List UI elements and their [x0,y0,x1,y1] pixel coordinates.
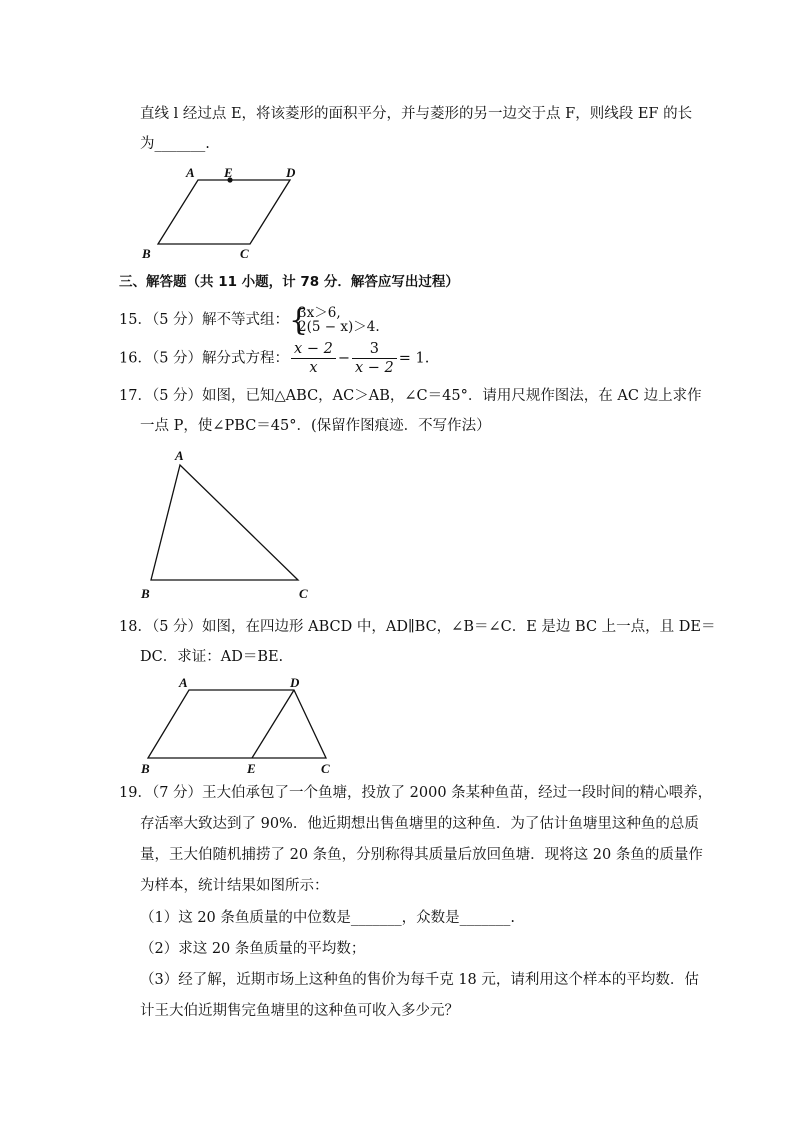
q15-prefix: 15．（5 分）解不等式组： [119,312,290,328]
q18-text-line2: DC．求证：AD＝BE. [140,649,284,665]
label-C: C [321,761,330,776]
inequality-2: 2(5 − x)＞4. [298,319,380,335]
label-D: D [290,675,300,690]
inequality-system: { 3x＞6, 2(5 − x)＞4. [289,303,380,338]
label-B: B [141,761,150,776]
fraction-2-numerator: 3 [352,340,397,359]
fraction-2 [352,340,397,377]
q16-prefix: 16．（5 分）解分式方程： [119,350,290,367]
label-B: B [142,246,151,261]
label-E: E [247,761,256,776]
q19-sub1: （1）这 20 条鱼质量的中位数是_______，众数是_______. [140,910,516,926]
q19-text-line3: 量，王大伯随机捕捞了 20 条鱼，分别称得其质量后放回鱼塘．现将这 20 条鱼的质量作 [140,847,703,863]
q19-text-line2: 存活率大致达到了 90%．他近期想出售鱼塘里的这种鱼．为了估计鱼塘里这种鱼的总质 [140,816,699,832]
q19-text-line4: 为样本，统计结果如图所示： [140,878,329,894]
q14-text-line1: 直线 l 经过点 E，将该菱形的面积平分，并与菱形的另一边交于点 F，则线段 EF 的长 [140,106,693,122]
q19-sub2: （2）求这 20 条鱼质量的平均数； [140,941,366,957]
label-E: E [224,165,233,180]
minus-sign: − [337,350,350,367]
equation-rhs: = 1. [398,350,430,367]
label-C: C [299,586,308,601]
label-B: B [141,586,150,601]
triangle-figure [135,445,320,605]
q15 [119,303,380,338]
inequality-1: 3x＞6, [298,305,341,321]
q18-text-line1: 18．（5 分）如图，在四边形 ABCD 中，AD∥BC，∠B＝∠C．E 是边 BC 上一点，且 DE＝ [119,619,716,635]
q16 [119,340,429,380]
label-A: A [179,675,188,690]
fraction-2-denominator: x − 2 [354,360,394,376]
section-heading: 三、解答题（共 11 小题，计 78 分．解答应写出过程） [119,274,459,290]
q17-text-line2: 一点 P，使∠PBC＝45°．(保留作图痕迹．不写作法） [140,418,491,434]
trapezoid-figure [135,672,345,780]
q14-text-line2: 为_______. [140,136,210,152]
q19-sub3-line2: 计王大伯近期售完鱼塘里的这种鱼可收入多少元？ [140,1003,459,1019]
rhombus-figure [130,160,320,265]
fraction-1-numerator: x − 2 [291,340,336,359]
fraction-1-denominator: x [309,360,318,376]
fraction-1 [291,340,336,377]
label-D: D [286,165,296,180]
q17-text-line1: 17．（5 分）如图，已知△ABC，AC＞AB，∠C＝45°．请用尺规作图法，在 AC 边上求作 [119,388,702,404]
label-A: A [186,165,195,180]
q19-text-line1: 19．（7 分）王大伯承包了一个鱼塘，投放了 2000 条某种鱼苗，经过一段时间的精心喂养， [119,785,713,801]
q19-sub3-line1: （3）经了解，近期市场上这种鱼的售价为每千克 18 元，请利用这个样本的平均数．估 [140,972,699,988]
label-C: C [240,246,249,261]
label-A: A [175,448,184,463]
